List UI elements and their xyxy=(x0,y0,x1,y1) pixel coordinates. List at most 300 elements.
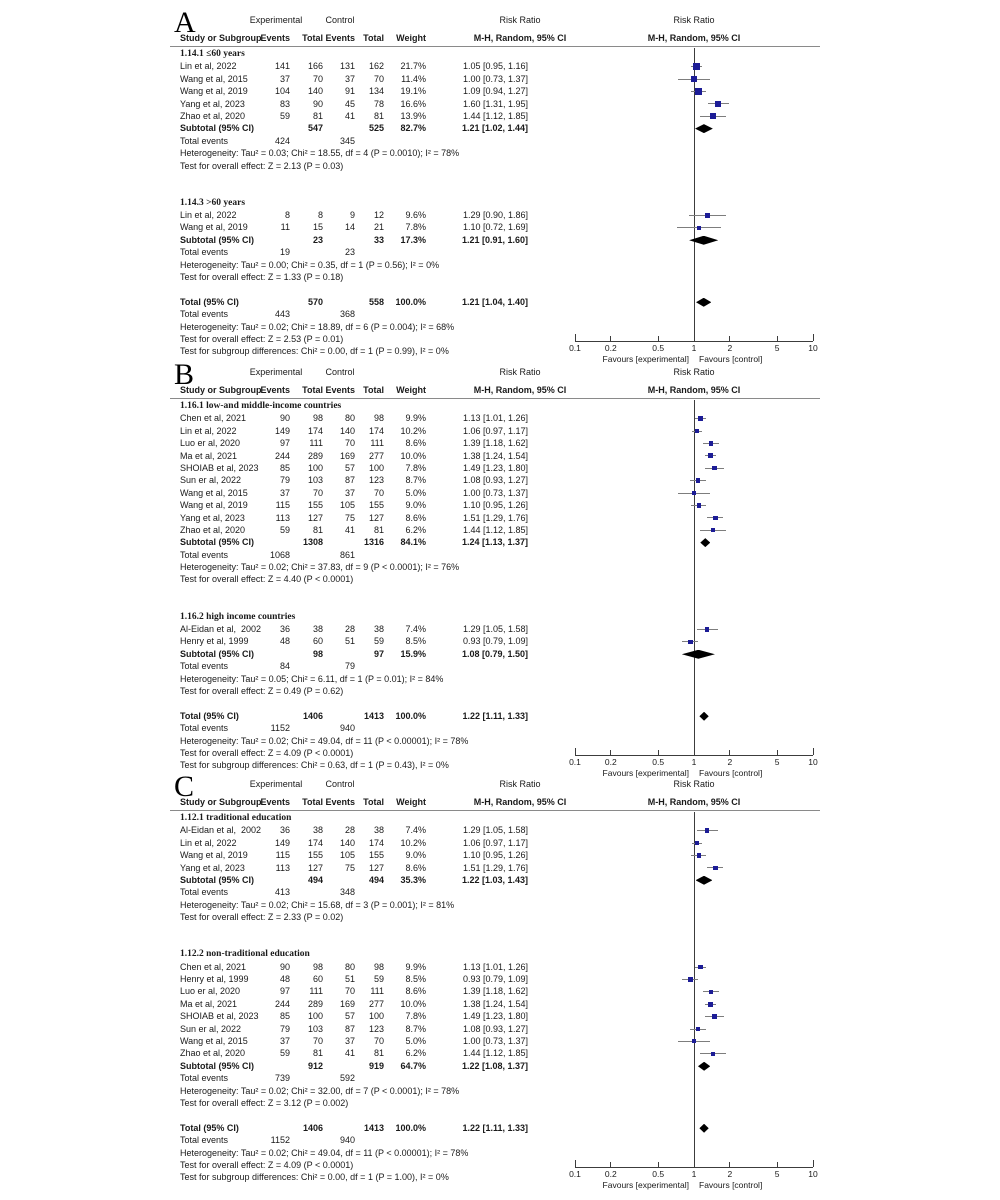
study-name: Wang et al, 2015 xyxy=(180,1036,248,1047)
experimental-events: 424 xyxy=(274,135,290,146)
risk-ratio-value: 1.08 [0.79, 1.50] xyxy=(461,648,528,659)
total-events-label: Total events xyxy=(180,723,229,734)
events2-column-header: Events xyxy=(325,797,355,807)
axis-tick xyxy=(729,336,730,341)
risk-ratio-value: 1.09 [0.94, 1.27] xyxy=(462,86,528,97)
experimental-total: 38 xyxy=(312,624,323,635)
effect-square xyxy=(693,63,700,70)
experimental-events: 8 xyxy=(284,210,290,221)
risk-ratio-value: 1.13 [1.01, 1.26] xyxy=(462,961,528,972)
weight-value: 8.7% xyxy=(405,1023,426,1034)
effect-square xyxy=(697,226,701,230)
control-total: 919 xyxy=(368,1060,384,1071)
total-label: Total (95% CI) xyxy=(180,710,239,721)
weight-value: 6.2% xyxy=(405,524,426,535)
risk-ratio-value: 1.21 [1.02, 1.44] xyxy=(461,123,528,134)
experimental-events: 90 xyxy=(279,413,290,424)
control-events: 79 xyxy=(344,661,355,672)
axis-tick-label: 0.5 xyxy=(652,1169,665,1180)
control-total: 81 xyxy=(373,110,384,121)
effect-square xyxy=(695,841,700,846)
experimental-total: 127 xyxy=(307,862,323,873)
stats-note: Test for subgroup differences: Chi² = 0.63, df = 1 (P = 0.43), I² = 0% xyxy=(180,760,449,771)
subgroup-heading: 1.14.3 >60 years xyxy=(180,197,246,208)
weight-value: 8.6% xyxy=(405,986,426,997)
axis-tick-label: 5 xyxy=(774,343,780,354)
control-total: 70 xyxy=(373,487,384,498)
experimental-total: 111 xyxy=(309,986,323,997)
experimental-events: 84 xyxy=(279,661,290,672)
weight-value: 9.9% xyxy=(405,961,426,972)
weight-column-header: Weight xyxy=(396,797,426,807)
risk-ratio-value: 1.21 [1.04, 1.40] xyxy=(461,296,528,307)
favours-experimental-label: Favours [experimental] xyxy=(602,1180,689,1191)
experimental-events: 11 xyxy=(280,222,290,233)
panel-a-forest-plot xyxy=(569,12,818,365)
mh-ci-column-header: M-H, Random, 95% CI xyxy=(473,33,567,43)
weight-value: 9.9% xyxy=(405,413,426,424)
axis-tick xyxy=(658,336,659,341)
control-events: 940 xyxy=(339,723,355,734)
experimental-total: 90 xyxy=(312,98,323,109)
risk-ratio-value: 1.49 [1.23, 1.80] xyxy=(462,1011,528,1022)
effect-square xyxy=(691,76,696,81)
weight-value: 16.6% xyxy=(400,98,426,109)
control-total: 1413 xyxy=(363,1122,384,1133)
control-total: 81 xyxy=(373,524,384,535)
axis-tick xyxy=(777,336,778,341)
favours-control-label: Favours [control] xyxy=(699,1180,763,1191)
axis-tick-label: 0.2 xyxy=(604,343,617,354)
subtotal-label: Subtotal (95% CI) xyxy=(180,234,255,245)
weight-value: 7.8% xyxy=(405,1011,426,1022)
control-events: 348 xyxy=(339,887,355,898)
experimental-total: 70 xyxy=(312,73,323,84)
control-total: 12 xyxy=(373,210,384,221)
panel-b-label: B xyxy=(174,358,195,391)
study-name: Yang et al, 2023 xyxy=(180,512,245,523)
control-total: 558 xyxy=(368,296,384,307)
risk-ratio-value: 1.29 [1.05, 1.58] xyxy=(462,825,528,836)
total2-column-header: Total xyxy=(363,33,384,43)
plot-mh-ci-column-header: M-H, Random, 95% CI xyxy=(647,797,741,807)
risk-ratio-value: 1.08 [0.93, 1.27] xyxy=(462,475,528,486)
stats-note: Heterogeneity: Tau² = 0.02; Chi² = 49.04, df = 11 (P < 0.00001); I² = 78% xyxy=(180,1147,469,1158)
axis-tick xyxy=(658,1162,659,1167)
experimental-total: 38 xyxy=(312,825,323,836)
risk-ratio-value: 1.51 [1.29, 1.76] xyxy=(462,512,528,523)
risk-ratio-value: 1.08 [0.93, 1.27] xyxy=(462,1023,528,1034)
axis-tick-label: 2 xyxy=(727,343,733,354)
total2-column-header: Total xyxy=(363,385,384,395)
axis-tick-label: 1 xyxy=(691,1169,697,1180)
total-events-label: Total events xyxy=(180,247,229,258)
control-total: 78 xyxy=(373,98,384,109)
weight-value: 10.2% xyxy=(400,425,426,436)
study-column-header: Study or Subgroup xyxy=(180,385,262,395)
experimental-events: 104 xyxy=(274,86,290,97)
experimental-events: 83 xyxy=(279,98,290,109)
control-events: 80 xyxy=(344,413,355,424)
experimental-events: 48 xyxy=(279,974,290,985)
experimental-events: 115 xyxy=(275,500,290,511)
group1-header: Experimental xyxy=(249,779,303,789)
total-events-label: Total events xyxy=(180,135,229,146)
control-total: 33 xyxy=(373,234,384,245)
control-total: 100 xyxy=(368,1011,384,1022)
control-total: 59 xyxy=(373,974,384,985)
experimental-events: 85 xyxy=(279,1011,290,1022)
risk-ratio-value: 1.21 [0.91, 1.60] xyxy=(461,234,528,245)
weight-value: 9.0% xyxy=(405,850,426,861)
weight-value: 64.7% xyxy=(400,1060,426,1071)
weight-value: 17.3% xyxy=(400,234,426,245)
events1-column-header: Events xyxy=(260,385,290,395)
weight-value: 7.4% xyxy=(405,825,426,836)
study-name: Wang et al, 2019 xyxy=(180,222,248,233)
effect-square xyxy=(692,1039,696,1043)
pooled-effect-diamond xyxy=(698,1062,710,1071)
axis-tick-label: 10 xyxy=(808,757,818,768)
study-name: Sun er al, 2022 xyxy=(180,475,242,486)
experimental-total: 166 xyxy=(307,61,323,72)
axis-tick xyxy=(813,748,814,755)
study-name: Luo er al, 2020 xyxy=(180,438,241,449)
study-name: Ma et al, 2021 xyxy=(180,998,238,1009)
experimental-total: 81 xyxy=(312,110,323,121)
control-total: 174 xyxy=(368,425,384,436)
total-events-label: Total events xyxy=(180,309,229,320)
axis-tick xyxy=(610,1162,611,1167)
control-events: 592 xyxy=(339,1073,355,1084)
experimental-events: 1152 xyxy=(270,723,290,734)
weight-value: 13.9% xyxy=(400,110,426,121)
panel-a-label: A xyxy=(174,6,196,39)
stats-note: Heterogeneity: Tau² = 0.02; Chi² = 32.00, df = 7 (P < 0.0001); I² = 78% xyxy=(180,1085,460,1096)
group2-header: Control xyxy=(325,367,355,377)
risk-ratio-value: 1.29 [0.90, 1.86] xyxy=(462,210,528,221)
experimental-total: 60 xyxy=(312,636,323,647)
experimental-total: 70 xyxy=(312,487,323,498)
study-name: Yang et al, 2023 xyxy=(180,862,245,873)
study-column-header: Study or Subgroup xyxy=(180,797,262,807)
control-total: 98 xyxy=(373,961,384,972)
risk-ratio-header: Risk Ratio xyxy=(499,779,541,789)
control-events: 37 xyxy=(344,73,355,84)
control-events: 51 xyxy=(344,974,355,985)
axis-tick xyxy=(777,750,778,755)
study-name: Zhao et al, 2020 xyxy=(180,110,246,121)
experimental-total: 547 xyxy=(307,123,323,134)
risk-ratio-value: 1.38 [1.24, 1.54] xyxy=(462,998,528,1009)
study-name: Lin et al, 2022 xyxy=(180,61,237,72)
experimental-events: 97 xyxy=(279,438,290,449)
control-total: 97 xyxy=(373,648,384,659)
experimental-total: 174 xyxy=(307,837,323,848)
stats-note: Test for overall effect: Z = 0.49 (P = 0.62) xyxy=(180,685,344,696)
experimental-events: 113 xyxy=(275,512,290,523)
experimental-events: 19 xyxy=(279,247,290,258)
total-events-label: Total events xyxy=(180,887,229,898)
plot-risk-ratio-header: Risk Ratio xyxy=(673,779,715,789)
control-events: 37 xyxy=(344,487,355,498)
stats-note: Test for overall effect: Z = 4.40 (P < 0.0001) xyxy=(180,574,354,585)
panel-a xyxy=(170,6,838,365)
experimental-total: 140 xyxy=(307,86,323,97)
experimental-total: 494 xyxy=(307,874,323,885)
weight-value: 84.1% xyxy=(400,537,426,548)
group1-header: Experimental xyxy=(249,367,303,377)
study-name: Wang et al, 2015 xyxy=(180,73,248,84)
axis-tick-label: 5 xyxy=(774,1169,780,1180)
axis-tick-label: 0.1 xyxy=(569,1169,581,1180)
experimental-events: 149 xyxy=(274,425,290,436)
control-events: 140 xyxy=(339,425,355,436)
x-axis xyxy=(575,341,813,342)
experimental-events: 37 xyxy=(279,487,290,498)
control-events: 57 xyxy=(344,462,355,473)
risk-ratio-value: 1.39 [1.18, 1.62] xyxy=(462,986,528,997)
total-events-label: Total events xyxy=(180,661,229,672)
effect-square xyxy=(697,503,702,508)
control-events: 14 xyxy=(344,222,355,233)
experimental-total: 1406 xyxy=(302,710,323,721)
weight-value: 8.5% xyxy=(405,636,426,647)
risk-ratio-value: 1.10 [0.72, 1.69] xyxy=(462,222,528,233)
no-effect-line xyxy=(694,812,695,1167)
weight-value: 35.3% xyxy=(400,874,426,885)
risk-ratio-value: 1.22 [1.03, 1.43] xyxy=(461,874,528,885)
control-total: 127 xyxy=(368,862,384,873)
risk-ratio-value: 1.05 [0.95, 1.16] xyxy=(462,61,528,72)
subgroup-heading: 1.12.1 traditional education xyxy=(180,813,292,823)
stats-note: Test for overall effect: Z = 4.09 (P < 0.0001) xyxy=(180,747,354,758)
control-total: 111 xyxy=(370,438,384,449)
panel-c-label: C xyxy=(174,770,195,803)
risk-ratio-header: Risk Ratio xyxy=(499,15,541,25)
study-column-header: Study or Subgroup xyxy=(180,33,262,43)
experimental-total: 289 xyxy=(307,450,323,461)
risk-ratio-value: 1.06 [0.97, 1.17] xyxy=(462,425,528,436)
experimental-total: 100 xyxy=(307,462,323,473)
control-events: 80 xyxy=(344,961,355,972)
control-total: 100 xyxy=(368,462,384,473)
experimental-events: 36 xyxy=(279,624,290,635)
stats-note: Test for overall effect: Z = 1.33 (P = 0.18) xyxy=(180,272,344,283)
weight-value: 7.4% xyxy=(405,624,426,635)
weight-value: 100.0% xyxy=(395,710,426,721)
control-events: 75 xyxy=(344,512,355,523)
weight-value: 10.0% xyxy=(400,450,426,461)
control-events: 75 xyxy=(344,862,355,873)
control-events: 28 xyxy=(344,624,355,635)
experimental-total: 127 xyxy=(307,512,323,523)
risk-ratio-value: 1.44 [1.12, 1.85] xyxy=(462,110,528,121)
weight-value: 7.8% xyxy=(405,462,426,473)
pooled-effect-diamond xyxy=(695,124,713,133)
axis-tick-label: 1 xyxy=(691,343,697,354)
axis-tick xyxy=(694,750,695,755)
group2-header: Control xyxy=(325,779,355,789)
effect-square xyxy=(696,1027,701,1032)
events1-column-header: Events xyxy=(260,33,290,43)
no-effect-line xyxy=(694,400,695,755)
control-total: 123 xyxy=(368,1023,384,1034)
risk-ratio-value: 0.93 [0.79, 1.09] xyxy=(462,636,528,647)
risk-ratio-value: 1.39 [1.18, 1.62] xyxy=(462,438,528,449)
experimental-events: 1152 xyxy=(270,1135,290,1146)
axis-tick xyxy=(813,334,814,341)
control-events: 28 xyxy=(344,825,355,836)
subgroup-heading: 1.12.2 non-traditional education xyxy=(180,949,310,960)
axis-tick xyxy=(694,336,695,341)
experimental-events: 79 xyxy=(279,1023,290,1034)
axis-tick-label: 10 xyxy=(808,343,818,354)
axis-tick xyxy=(777,1162,778,1167)
control-total: 134 xyxy=(368,86,384,97)
control-events: 140 xyxy=(339,837,355,848)
experimental-events: 36 xyxy=(279,825,290,836)
experimental-events: 59 xyxy=(279,110,290,121)
axis-tick-label: 0.5 xyxy=(652,757,665,768)
axis-tick-label: 2 xyxy=(727,757,733,768)
effect-square xyxy=(713,866,718,871)
experimental-total: 912 xyxy=(307,1060,323,1071)
risk-ratio-value: 1.51 [1.29, 1.76] xyxy=(462,862,528,873)
events2-column-header: Events xyxy=(325,385,355,395)
effect-square xyxy=(713,516,718,521)
pooled-effect-diamond xyxy=(696,876,713,885)
control-events: 57 xyxy=(344,1011,355,1022)
stats-note: Heterogeneity: Tau² = 0.05; Chi² = 6.11, df = 1 (P = 0.01); I² = 84% xyxy=(180,673,444,684)
effect-square xyxy=(711,1052,715,1056)
stats-note: Test for overall effect: Z = 2.53 (P = 0.01) xyxy=(180,333,344,344)
effect-square xyxy=(709,441,714,446)
study-name: Wang et al, 2019 xyxy=(180,500,248,511)
study-name: Ma et al, 2021 xyxy=(180,450,238,461)
control-events: 37 xyxy=(344,1036,355,1047)
experimental-events: 59 xyxy=(279,1048,290,1059)
stats-note: Test for overall effect: Z = 2.13 (P = 0.03) xyxy=(180,160,344,171)
effect-square xyxy=(688,640,693,645)
group1-header: Experimental xyxy=(249,15,303,25)
axis-tick-label: 2 xyxy=(727,1169,733,1180)
risk-ratio-value: 1.00 [0.73, 1.37] xyxy=(462,73,528,84)
risk-ratio-value: 1.10 [0.95, 1.26] xyxy=(462,500,528,511)
risk-ratio-value: 1.60 [1.31, 1.95] xyxy=(462,98,528,109)
total1-column-header: Total xyxy=(302,385,323,395)
stats-note: Test for overall effect: Z = 2.33 (P = 0.02) xyxy=(180,912,344,923)
favours-control-label: Favours [control] xyxy=(699,768,763,779)
experimental-total: 8 xyxy=(317,210,323,221)
experimental-total: 98 xyxy=(312,648,323,659)
axis-tick xyxy=(575,748,576,755)
plot-mh-ci-column-header: M-H, Random, 95% CI xyxy=(647,33,741,43)
control-total: 59 xyxy=(373,636,384,647)
experimental-events: 79 xyxy=(279,475,290,486)
weight-value: 8.6% xyxy=(405,438,426,449)
weight-value: 100.0% xyxy=(395,1122,426,1133)
control-total: 1413 xyxy=(363,710,384,721)
risk-ratio-value: 1.10 [0.95, 1.26] xyxy=(462,850,528,861)
plot-risk-ratio-header: Risk Ratio xyxy=(673,15,715,25)
effect-square xyxy=(695,429,700,434)
experimental-events: 37 xyxy=(279,1036,290,1047)
control-events: 9 xyxy=(349,210,355,221)
experimental-total: 100 xyxy=(307,1011,323,1022)
panel-b-forest-plot xyxy=(569,364,818,779)
experimental-total: 60 xyxy=(312,974,323,985)
study-name: Lin et al, 2022 xyxy=(180,210,237,221)
control-events: 169 xyxy=(339,998,355,1009)
study-name: Zhao et al, 2020 xyxy=(180,524,246,535)
experimental-total: 81 xyxy=(312,524,323,535)
experimental-total: 98 xyxy=(312,413,323,424)
axis-tick-label: 0.5 xyxy=(652,343,665,354)
control-total: 525 xyxy=(368,123,384,134)
study-name: Sun er al, 2022 xyxy=(180,1023,242,1034)
stats-note: Heterogeneity: Tau² = 0.03; Chi² = 18.55, df = 4 (P = 0.0010); I² = 78% xyxy=(180,148,460,159)
weight-value: 5.0% xyxy=(405,1036,426,1047)
control-events: 45 xyxy=(344,98,355,109)
control-total: 111 xyxy=(370,986,384,997)
weight-value: 8.6% xyxy=(405,512,426,523)
control-events: 105 xyxy=(339,850,355,861)
control-events: 861 xyxy=(339,549,355,560)
experimental-total: 23 xyxy=(312,234,323,245)
total2-column-header: Total xyxy=(363,797,384,807)
stats-note: Heterogeneity: Tau² = 0.02; Chi² = 49.04, df = 11 (P < 0.00001); I² = 78% xyxy=(180,735,469,746)
subtotal-label: Subtotal (95% CI) xyxy=(180,874,255,885)
effect-square xyxy=(710,113,716,119)
risk-ratio-value: 1.29 [1.05, 1.58] xyxy=(462,624,528,635)
study-name: SHOIAB et al, 2023 xyxy=(180,462,259,473)
study-name: SHOIAB et al, 2023 xyxy=(180,1011,259,1022)
control-total: 1316 xyxy=(363,537,384,548)
control-total: 81 xyxy=(373,1048,384,1059)
experimental-events: 90 xyxy=(279,961,290,972)
weight-value: 19.1% xyxy=(400,86,426,97)
control-events: 51 xyxy=(344,636,355,647)
control-events: 87 xyxy=(344,475,355,486)
panel-b xyxy=(170,358,838,779)
experimental-events: 244 xyxy=(274,998,290,1009)
total1-column-header: Total xyxy=(302,33,323,43)
risk-ratio-value: 1.22 [1.08, 1.37] xyxy=(461,1060,528,1071)
study-name: Henry et al, 1999 xyxy=(180,636,249,647)
pooled-effect-diamond xyxy=(696,298,711,307)
axis-tick xyxy=(575,334,576,341)
effect-square xyxy=(711,528,715,532)
mh-ci-column-header: M-H, Random, 95% CI xyxy=(473,797,567,807)
control-total: 155 xyxy=(368,850,384,861)
risk-ratio-value: 1.38 [1.24, 1.54] xyxy=(462,450,528,461)
control-events: 169 xyxy=(339,450,355,461)
experimental-events: 244 xyxy=(274,450,290,461)
control-events: 105 xyxy=(339,500,355,511)
risk-ratio-header: Risk Ratio xyxy=(499,367,541,377)
weight-value: 9.6% xyxy=(405,210,426,221)
pooled-effect-diamond xyxy=(699,712,708,721)
axis-tick-label: 5 xyxy=(774,757,780,768)
control-events: 41 xyxy=(344,524,355,535)
axis-tick-label: 1 xyxy=(691,757,697,768)
pooled-effect-diamond xyxy=(700,538,710,547)
total-label: Total (95% CI) xyxy=(180,296,239,307)
study-name: Chen et al, 2021 xyxy=(180,961,247,972)
axis-tick xyxy=(694,1162,695,1167)
study-name: Al-Eidan et al, 2002 xyxy=(180,624,262,635)
